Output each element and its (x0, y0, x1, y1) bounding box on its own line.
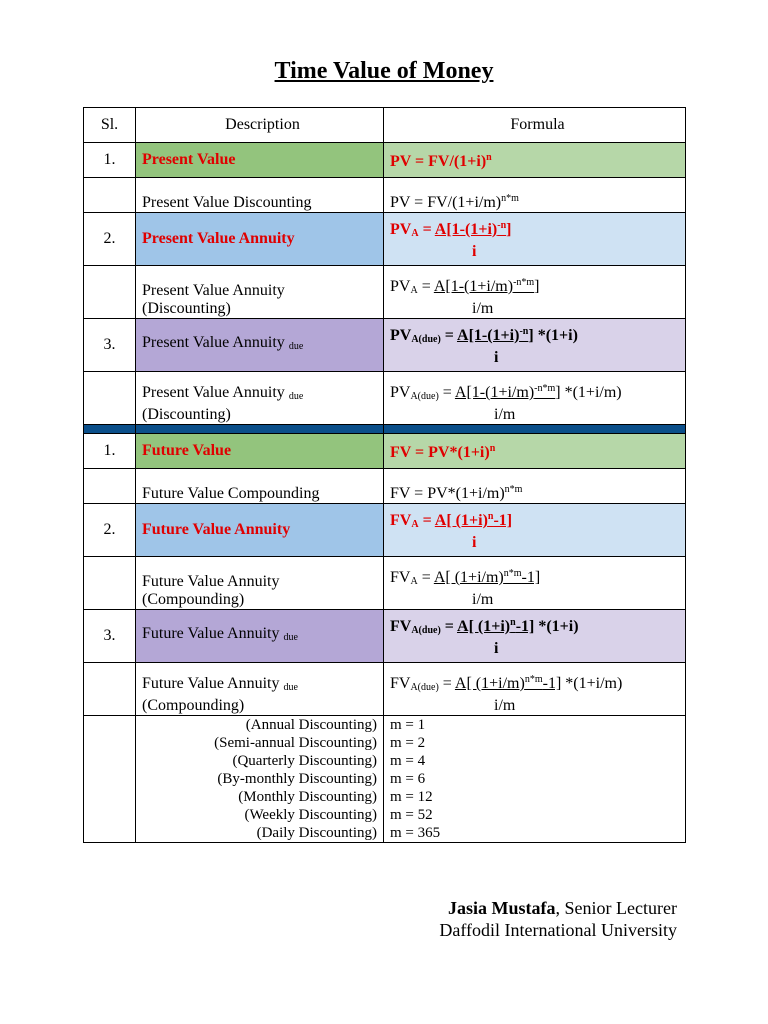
m-label: (By-monthly Discounting) (217, 771, 377, 787)
table-row (84, 143, 686, 178)
table-row (84, 178, 686, 213)
m-values (384, 716, 686, 843)
author-institution: Daffodil International University (439, 920, 677, 940)
table-row (84, 372, 686, 425)
m-label: (Quarterly Discounting) (232, 753, 377, 769)
row-formula: $PV_{A(due)} = A[1-(1+i/m)^{-n*m}]$ *(1+i/m) i/m (384, 372, 686, 425)
row-description: Future Value Annuity $_{due}$ (136, 610, 384, 663)
m-label: (Annual Discounting) (245, 717, 377, 733)
row-number: 3. (84, 319, 136, 372)
header-formula: Formula (384, 108, 686, 143)
m-label: (Semi-annual Discounting) (214, 735, 377, 751)
row-number: 1. (84, 434, 136, 469)
table-row (84, 213, 686, 266)
row-description: Future Value Annuity $_{due}$ (Compounding) (136, 663, 384, 716)
formula-denominator: i (494, 349, 499, 366)
table-header-row (84, 108, 686, 143)
formula-denominator: i/m (472, 591, 494, 608)
row-description: Future Value Annuity (Compounding) (136, 557, 384, 610)
formula-denominator: i/m (494, 406, 516, 423)
m-value: m = 52 (390, 807, 433, 823)
row-description: Future Value (136, 434, 384, 469)
row-number: 2. (84, 504, 136, 557)
m-labels (136, 716, 384, 843)
row-formula: $FV_A = A$[ $(1+i)^n-1$] i (384, 504, 686, 557)
row-formula: $PV_A = A[1-(1+i/m)^{-n*m}]$ i/m (384, 266, 686, 319)
formula-denominator: i/m (494, 697, 516, 714)
table-row (84, 504, 686, 557)
row-description: Present Value Annuity (Discounting) (136, 266, 384, 319)
row-number: 1. (84, 143, 136, 178)
table-row (84, 663, 686, 716)
section-divider (84, 425, 686, 434)
row-formula: $FV_{A(due)} = A$[ $(1+i/m)^{n*m}-1$] *(1+i/m) i/m (384, 663, 686, 716)
m-value: m = 6 (390, 771, 426, 787)
m-value: m = 1 (390, 717, 426, 733)
row-description: Present Value Discounting (136, 178, 384, 213)
author-name: Jasia Mustafa (448, 898, 556, 918)
table-row (84, 319, 686, 372)
table-row (84, 266, 686, 319)
m-value: m = 12 (390, 789, 433, 805)
row-description: Future Value Compounding (136, 469, 384, 504)
page-title: Time Value of Money (274, 58, 494, 84)
row-number: 3. (84, 610, 136, 663)
m-value: m = 365 (390, 825, 441, 841)
row-description: Future Value Annuity (136, 504, 384, 557)
row-formula: PV = $FV/(1+i)^n$ (384, 143, 686, 178)
row-formula: FV = $PV*(1+i/m)^{n*m}$ (384, 469, 686, 504)
row-formula: $PV_{A(due)} = A[1-(1+i)^{-n}]$ *(1+i) i (384, 319, 686, 372)
row-description: Present Value Annuity $_{due}$ (Discounting) (136, 372, 384, 425)
m-values-row (84, 716, 686, 843)
row-number: 2. (84, 213, 136, 266)
header-sl: Sl. (84, 108, 136, 143)
m-value: m = 2 (390, 735, 426, 751)
row-formula: $FV_A = A$[ $(1+i/m)^{n*m}-1$] i/m (384, 557, 686, 610)
header-description: Description (136, 108, 384, 143)
formula-denominator: i (472, 534, 477, 551)
m-label: (Weekly Discounting) (244, 807, 377, 823)
table-row (84, 434, 686, 469)
m-label: (Monthly Discounting) (238, 789, 377, 805)
author-role: , Senior Lecturer (555, 898, 677, 918)
author-block (439, 897, 677, 941)
formula-denominator: i (494, 640, 499, 657)
formula-denominator: i (472, 243, 477, 260)
row-description: Present Value (136, 143, 384, 178)
m-value: m = 4 (390, 753, 426, 769)
table-row (84, 610, 686, 663)
table-row (84, 557, 686, 610)
formula-table (83, 107, 686, 843)
formula-denominator: i/m (472, 300, 494, 317)
table-row (84, 469, 686, 504)
row-formula: $FV_{A(due)} = A$[ $(1+i)^n-1$] *(1+i) i (384, 610, 686, 663)
m-label: (Daily Discounting) (256, 825, 377, 841)
row-formula: FV = $PV*(1+i)^n$ (384, 434, 686, 469)
row-description: Present Value Annuity (136, 213, 384, 266)
row-formula: $PV_A = A[1-(1+i)^{-n}]$ i (384, 213, 686, 266)
row-formula: PV = $FV/(1+i/m)^{n*m}$ (384, 178, 686, 213)
row-description: Present Value Annuity $_{due}$ (136, 319, 384, 372)
